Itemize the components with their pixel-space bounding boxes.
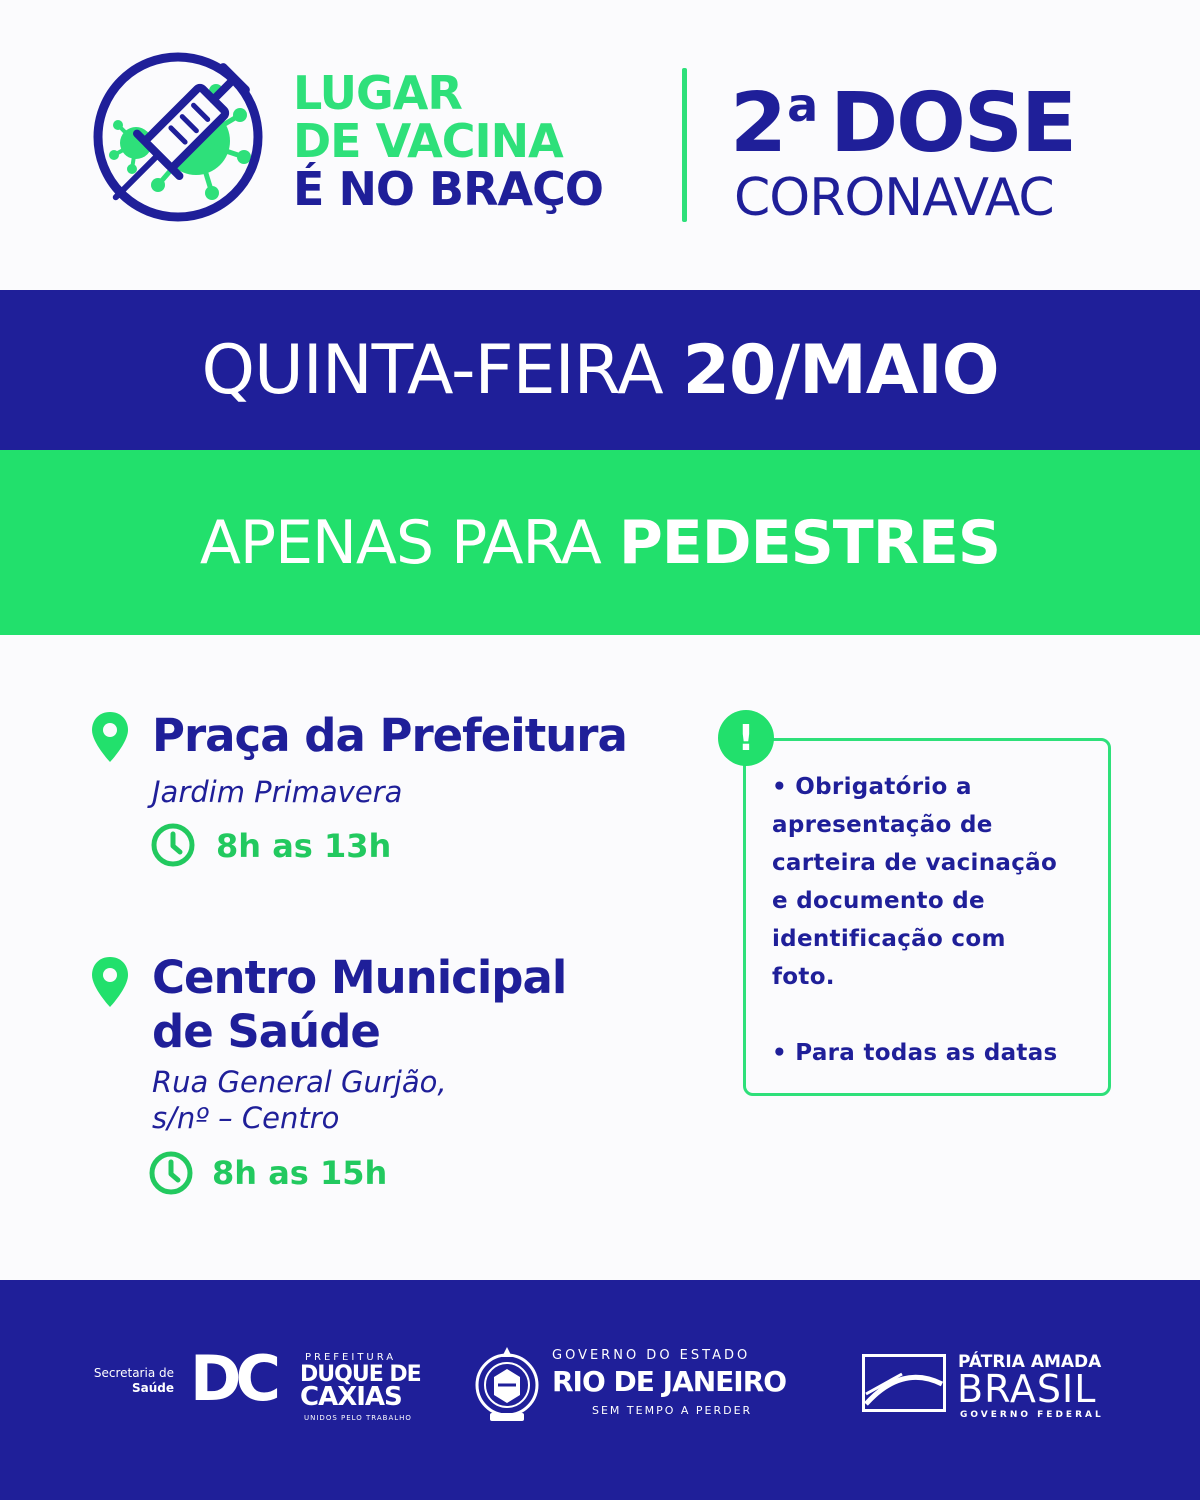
slogan-line-3: É NO BRAÇO: [293, 162, 604, 216]
caxias-prefeitura-label: PREFEITURA: [305, 1352, 397, 1363]
caxias-monogram-logo: DC: [190, 1342, 275, 1415]
audience-highlight: PEDESTRES: [618, 507, 1001, 578]
caxias-city-line-2: CAXIAS: [300, 1382, 402, 1412]
location-2-address-line-2: s/nº – Centro: [152, 1101, 340, 1135]
secretaria-line-2: Saúde: [131, 1381, 174, 1395]
federal-government-label: GOVERNO FEDERAL: [960, 1410, 1104, 1420]
slogan-line-2: DE VACINA: [293, 114, 563, 168]
location-1-address: Jardim Primavera: [152, 775, 403, 809]
slogan-line-1: LUGAR: [293, 66, 462, 120]
location-2-hours: 8h as 15h: [212, 1154, 388, 1192]
notice-item-1-line-3: carteira de vacinação: [772, 850, 1058, 876]
date-banner: [0, 290, 1200, 450]
date: 20/MAIO: [682, 330, 999, 410]
header-divider: [682, 68, 687, 222]
location-2-address-line-1: Rua General Gurjão,: [152, 1065, 447, 1099]
notice-item-2: • Para todas as datas: [772, 1040, 1058, 1066]
dose-label: DOSE: [830, 76, 1075, 171]
notice-item-1-line-4: e documento de: [772, 888, 985, 914]
clock-icon: [150, 822, 196, 868]
vaccine-name: CORONAVAC: [734, 168, 1054, 228]
brasil-flag-logo-icon: [862, 1354, 946, 1412]
location-2-name-line-1: Centro Municipal: [152, 951, 567, 1004]
footer-logos: [0, 1280, 1200, 1500]
rio-name: RIO DE JANEIRO: [552, 1365, 787, 1398]
rio-top-label: GOVERNO DO ESTADO: [552, 1348, 751, 1363]
location-pin-icon: [90, 955, 130, 1009]
rio-tagline: SEM TEMPO A PERDER: [592, 1404, 753, 1417]
secretaria-line-1: Secretaria de: [93, 1366, 174, 1380]
location-1-hours: 8h as 13h: [216, 827, 392, 865]
location-1-name: Praça da Prefeitura: [152, 709, 627, 762]
location-2-name-line-2: de Saúde: [152, 1005, 380, 1058]
audience-prefix: APENAS PARA: [199, 507, 601, 578]
rio-coat-of-arms-icon: [472, 1343, 542, 1425]
weekday: QUINTA-FEIRA: [201, 330, 663, 410]
clock-icon: [148, 1150, 194, 1196]
caxias-city-line-1: DUQUE DE: [300, 1362, 421, 1387]
notice-item-1-line-2: apresentação de: [772, 812, 993, 838]
brasil-top-label: PÁTRIA AMADA: [958, 1352, 1102, 1372]
notice-item-1-line-6: foto.: [772, 964, 835, 990]
audience-banner: [0, 450, 1200, 635]
notice-item-1-line-5: identificação com: [772, 926, 1006, 952]
notice-item-1-line-1: • Obrigatório a: [772, 774, 972, 800]
vaccine-syringe-emblem-icon: [88, 45, 268, 225]
secretaria-label: [90, 1366, 174, 1396]
location-pin-icon: [90, 710, 130, 764]
header: [0, 0, 1200, 290]
exclamation-icon: !: [718, 710, 774, 766]
brasil-name: BRASIL: [957, 1367, 1097, 1411]
caxias-tagline: UNIDOS PELO TRABALHO: [304, 1414, 412, 1422]
dose-number: 2: [730, 76, 786, 171]
dose-title: [730, 76, 1075, 171]
dose-ordinal: a: [787, 78, 817, 132]
